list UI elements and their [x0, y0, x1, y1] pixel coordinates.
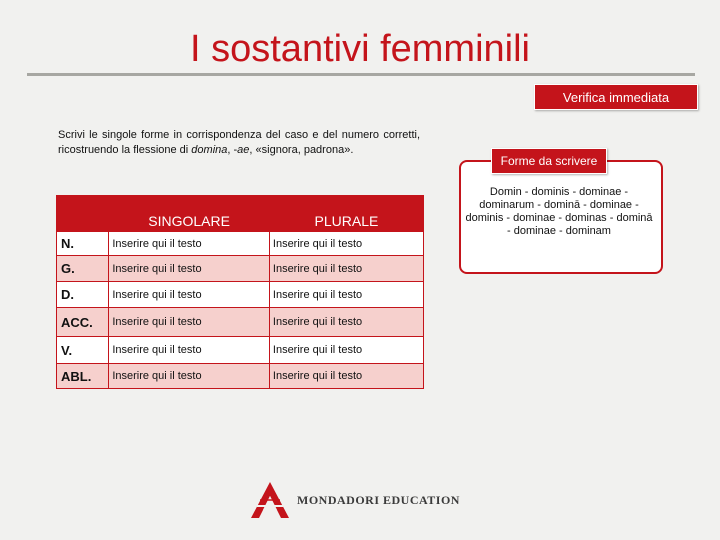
- case-label: G.: [57, 256, 109, 282]
- instructions-text: [58, 128, 420, 158]
- plural-input[interactable]: Inserire qui il testo: [269, 364, 423, 389]
- publisher-name: MONDADORI EDUCATION: [297, 492, 460, 507]
- singular-input[interactable]: Inserire qui il testo: [109, 308, 270, 337]
- case-label: V.: [57, 337, 109, 364]
- singular-input[interactable]: Inserire qui il testo: [109, 256, 270, 282]
- page-title: I sostantivi femminili: [190, 28, 530, 70]
- plural-input[interactable]: Inserire qui il testo: [269, 308, 423, 337]
- mondadori-logo-icon: [249, 480, 291, 520]
- table-row: [57, 308, 424, 337]
- case-label: N.: [57, 232, 109, 256]
- header-singolare: SINGOLARE: [109, 196, 270, 232]
- plural-input[interactable]: Inserire qui il testo: [269, 337, 423, 364]
- singular-input[interactable]: Inserire qui il testo: [109, 364, 270, 389]
- instructions-ending: ae: [237, 144, 250, 156]
- table-row: [57, 232, 424, 256]
- plural-input[interactable]: Inserire qui il testo: [269, 256, 423, 282]
- singular-input[interactable]: Inserire qui il testo: [109, 282, 270, 308]
- instructions-part1: Scrivi le singole forme in corrispondenza del caso e del numero corretti, ricostruendo la flessione di: [58, 129, 420, 156]
- table-row: [57, 256, 424, 282]
- declension-table: [56, 195, 424, 389]
- forme-da-scrivere-label: Forme da scrivere: [491, 148, 607, 174]
- forme-list: Domin - dominis - dominae - dominarum - dominā - dominae - dominis - dominae - dominas - dominā - dominae - dominam: [465, 186, 653, 237]
- case-label: D.: [57, 282, 109, 308]
- plural-input[interactable]: Inserire qui il testo: [269, 282, 423, 308]
- table-row: [57, 337, 424, 364]
- case-label: ACC.: [57, 308, 109, 337]
- header-plurale: PLURALE: [269, 196, 423, 232]
- singular-input[interactable]: Inserire qui il testo: [109, 232, 270, 256]
- case-label: ABL.: [57, 364, 109, 389]
- plural-input[interactable]: Inserire qui il testo: [269, 232, 423, 256]
- table-row: [57, 282, 424, 308]
- table-header-row: [57, 196, 424, 232]
- header-case: [57, 196, 109, 232]
- instructions-part2: , -: [227, 144, 238, 156]
- instructions-part3: , «signora, padrona».: [249, 144, 354, 156]
- title-divider: [27, 73, 695, 76]
- instructions-lemma: domina: [191, 144, 228, 156]
- table-row: [57, 364, 424, 389]
- publisher-logo: [249, 480, 479, 520]
- verifica-immediata-button[interactable]: Verifica immediata: [534, 84, 698, 110]
- singular-input[interactable]: Inserire qui il testo: [109, 337, 270, 364]
